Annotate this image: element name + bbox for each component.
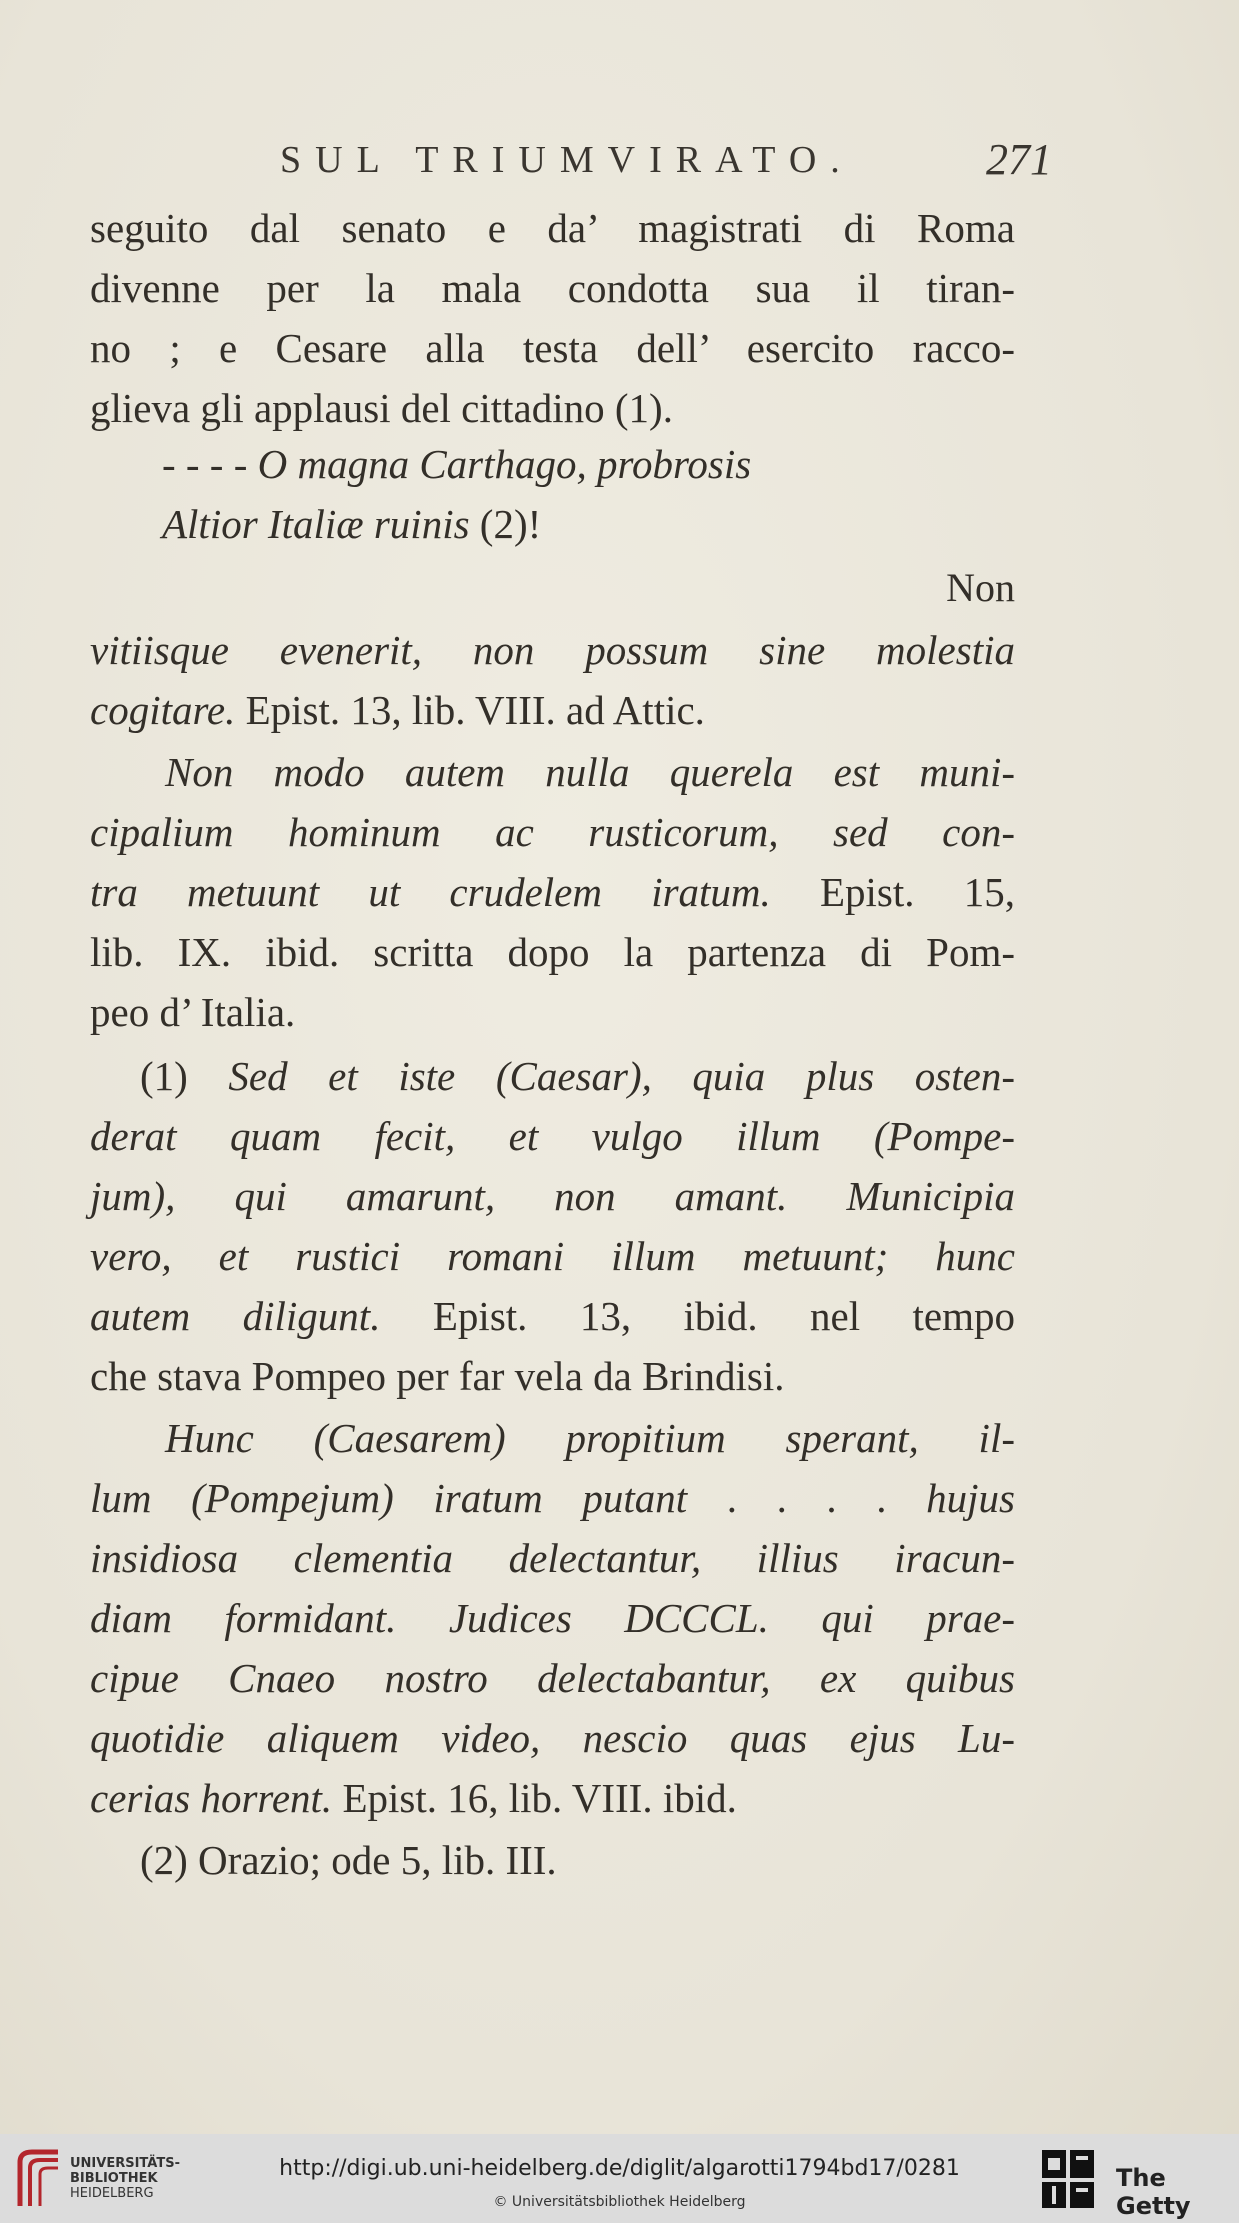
running-head [280, 135, 1060, 198]
note-line: vero, et rustici romani illum metuunt; hunc [90, 1233, 1015, 1279]
note-line: che stava Pompeo per far vela da Brindisi. [90, 1353, 785, 1399]
note-line: quotidie aliquem video, nescio quas ejus Lu- [90, 1715, 1015, 1761]
body-line: seguito dal senato e da’ magistrati di Roma [90, 205, 1015, 251]
copyright-text: © Universitätsbibliothek Heidelberg [493, 2194, 746, 2210]
getty-logo [1040, 2148, 1096, 2210]
body-line: divenne per la mala condotta sua il tiran- [90, 265, 1015, 311]
running-title: SUL TRIUMVIRATO. [280, 139, 854, 181]
note-line: derat quam fecit, et vulgo illum (Pompe- [90, 1113, 1015, 1159]
note-line: tra metuunt ut crudelem iratum. Epist. 15, [90, 869, 1015, 915]
note-line: jum), qui amarunt, non amant. Municipia [90, 1173, 1015, 1219]
note-line: Non modo autem nulla querela est muni- [165, 749, 1015, 795]
viewer-footer [0, 2134, 1239, 2223]
note-line: peo d’ Italia. [90, 989, 296, 1035]
permalink-url[interactable]: http://digi.ub.uni-heidelberg.de/diglit/algarotti1794bd17/0281 [279, 2156, 960, 2181]
note-line: autem diligunt. Epist. 13, ibid. nel tempo [90, 1293, 1015, 1339]
note-line: cogitare. Epist. 13, lib. VIII. ad Attic. [90, 687, 705, 733]
note-line: insidiosa clementia delectantur, illius iracun- [90, 1535, 1015, 1581]
body-line: no ; e Cesare alla testa dell’ esercito racco- [90, 325, 1015, 371]
note-line: Hunc (Caesarem) propitium sperant, il- [165, 1415, 1015, 1461]
note-line: vitiisque evenerit, non possum sine molestia [90, 627, 1015, 673]
verse-text: Altior Italiæ ruinis [162, 501, 470, 547]
verse-ref: (2)! [469, 501, 542, 547]
note-line: cipue Cnaeo nostro delectabantur, ex quibus [90, 1655, 1015, 1701]
verse-line-2 [162, 500, 541, 548]
body-line: glieva gli applausi del cittadino (1). [90, 385, 673, 431]
note-line: lib. IX. ibid. scritta dopo la partenza di Pom- [90, 929, 1015, 975]
page-number: 271 [986, 135, 1052, 184]
note-line: lum (Pompejum) iratum putant . . . . hujus [90, 1475, 1015, 1521]
note-line: cerias horrent. Epist. 16, lib. VIII. ibid. [90, 1775, 737, 1821]
catchword: Non [946, 565, 1015, 610]
university-library-name: UNIVERSITÄTS- BIBLIOTHEK HEIDELBERG [70, 2156, 180, 2201]
note-line: cipalium hominum ac rusticorum, sed con- [90, 809, 1015, 855]
note-line: (1) Sed et iste (Caesar), quia plus osten- [140, 1053, 1016, 1099]
note-line: (2) Orazio; ode 5, lib. III. [140, 1837, 557, 1883]
note-line: diam formidant. Judices DCCCL. qui prae- [90, 1595, 1015, 1641]
getty-name: The Getty [1116, 2164, 1191, 2220]
verse-line-1: - - - - O magna Carthago, probrosis [162, 441, 752, 487]
